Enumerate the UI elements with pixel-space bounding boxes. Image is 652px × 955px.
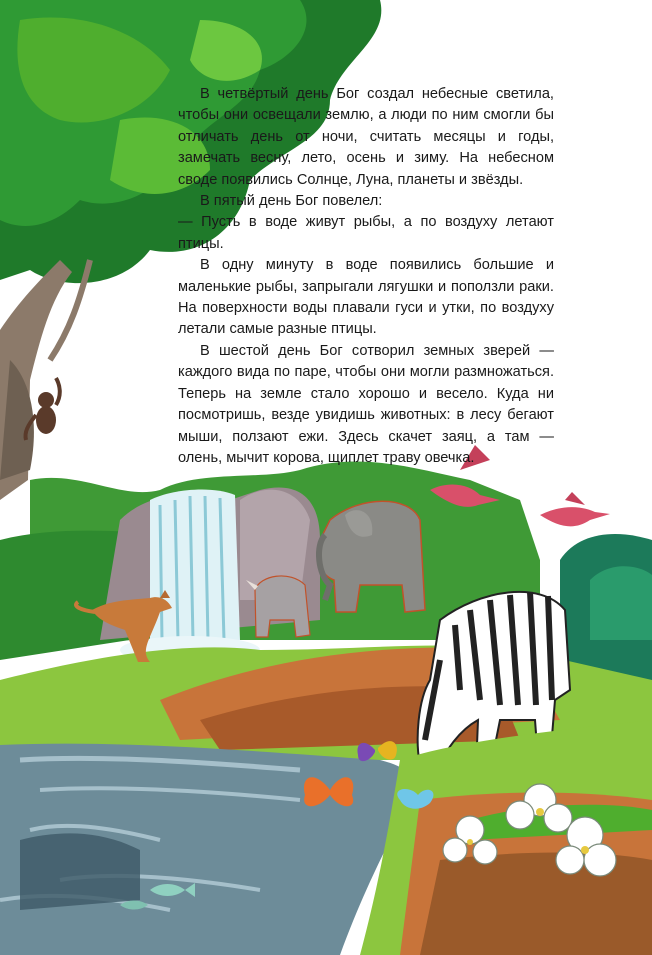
paragraph-fourth-day: В четвёртый день Бог создал небесные светила, чтобы они освещали землю, а люди по ним смогли бы отличать день от ночи, считать месяцы и годы, замечать весну, лето, осень и зиму. На небесном своде появились Солнце, Луна, планеты и звёзды. [178, 86, 554, 188]
paragraph-fifth-day-command: — Пусть в воде живут рыбы, а по воздуху летают птицы. [178, 214, 554, 252]
river-icon [0, 744, 417, 955]
story-text [178, 84, 554, 469]
paragraph-sixth-day: В шестой день Бог сотворил земных зверей — каждого вида по паре, чтобы они могли размножаться. Теперь на земле стало хорошо и весело. Куда ни посмотришь, везде увидишь животных: в лесу бегают мыши, ползают ежи. Здесь скачет заяц, а там — олень, мычит корова, щиплет траву овечка. [178, 342, 554, 466]
paragraph-fifth-day-result: В одну минуту в воде появились большие и маленькие рыбы, запрыгали лягушки и поползли раки. На поверхности воды плавали гуси и утки, по воздуху летали самые разные птицы. [178, 257, 554, 338]
paragraph-fifth-day-intro: В пятый день Бог повелел: [200, 193, 383, 210]
